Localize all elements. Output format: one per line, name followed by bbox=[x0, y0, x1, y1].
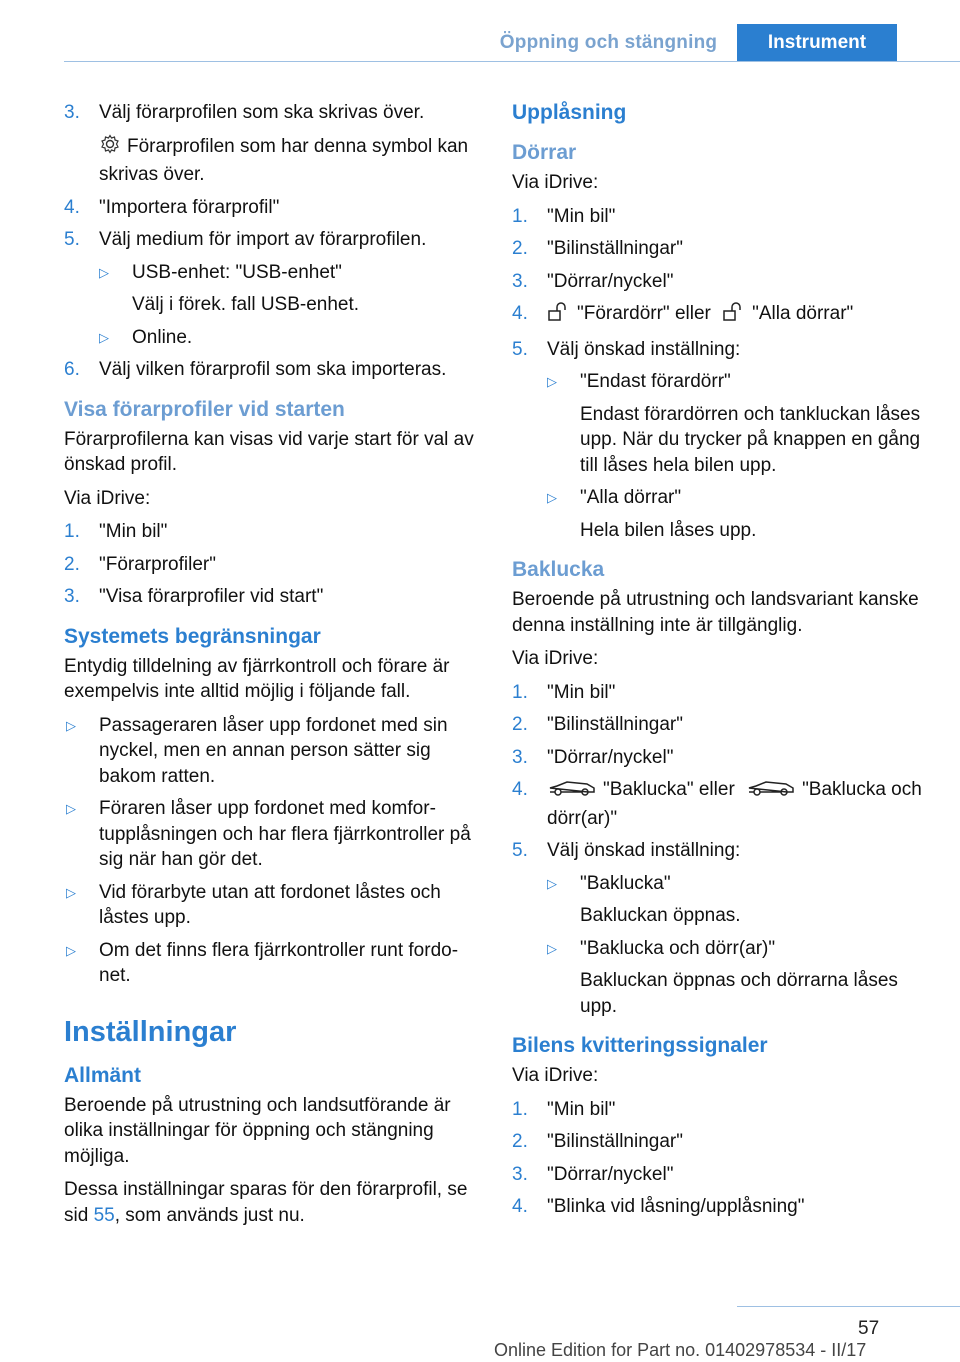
paragraph: Entydig tilldelning av fjärrkontroll och förare är exempelvis inte alltid möjlig i följande fall. bbox=[64, 655, 450, 702]
list-item bbox=[512, 838, 930, 864]
list-number: 3. bbox=[64, 102, 80, 123]
list-item bbox=[512, 269, 930, 295]
triangle-bullet-icon: ▷ bbox=[99, 264, 109, 280]
list-text: Välj förarprofilen som ska skrivas över. bbox=[99, 102, 425, 123]
list-item bbox=[64, 195, 476, 221]
list-item bbox=[64, 100, 476, 126]
list-number: 4. bbox=[64, 196, 80, 218]
bullet-item bbox=[64, 880, 476, 931]
sub-list-item bbox=[64, 260, 476, 286]
list-text: Välj önskad inställning: bbox=[547, 338, 741, 360]
list-item bbox=[512, 301, 930, 330]
list-item bbox=[512, 204, 930, 230]
bullet-text: Vid förarbyte utan att fordonet låstes och låstes upp. bbox=[99, 881, 441, 928]
sub-text: "Alla dörrar" bbox=[580, 487, 682, 508]
list-item-note bbox=[64, 133, 476, 188]
list-number: 6. bbox=[64, 359, 80, 380]
sub-note: Bakluckan öppnas och dörrarna låses upp. bbox=[580, 970, 898, 1017]
sub-note: Välj i förek. fall USB-enhet. bbox=[132, 294, 360, 315]
heading-dorrar: Dörrar bbox=[512, 141, 577, 164]
list-number: 2. bbox=[64, 553, 80, 575]
sub-list-item bbox=[64, 325, 476, 351]
list-number: 2. bbox=[512, 238, 528, 259]
list-number: 4. bbox=[512, 1196, 528, 1217]
bullet-text: Om det finns flera fjärrkontroller runt fordonet. bbox=[99, 939, 459, 986]
list-text: "Alla dörrar" bbox=[752, 303, 854, 324]
bullet-item bbox=[64, 938, 476, 989]
triangle-bullet-icon: ▷ bbox=[547, 490, 557, 505]
sub-list-item bbox=[512, 369, 930, 395]
list-item bbox=[64, 519, 476, 545]
list-text: "Baklucka och dörr(ar)" bbox=[547, 779, 922, 829]
list-number: 2. bbox=[512, 1131, 528, 1152]
via-idrive-label: Via iDrive: bbox=[512, 1065, 599, 1086]
list-text: "Baklucka" eller bbox=[603, 779, 735, 800]
list-item bbox=[512, 1097, 930, 1123]
list-item bbox=[512, 680, 930, 706]
car-tailgate-icon bbox=[547, 778, 597, 806]
list-item bbox=[512, 1129, 930, 1155]
heading-allmant: Allmänt bbox=[64, 1063, 142, 1087]
bullet-text: Passageraren låser upp fordonet med sin nyckel, men en annan person sätter sig bakom ratten. bbox=[99, 714, 448, 787]
bullet-text: Föraren låser upp fordonet med komfortupplåsningen och har flera fjärrkontroller på sig när han gör det. bbox=[99, 798, 471, 870]
list-number: 1. bbox=[512, 205, 528, 227]
list-item bbox=[64, 227, 476, 253]
sub-note: Bakluckan öppnas. bbox=[580, 905, 741, 926]
list-item bbox=[512, 337, 930, 363]
list-text: "Importera förarprofil" bbox=[99, 196, 280, 218]
sub-list-item bbox=[512, 936, 930, 962]
right-column bbox=[512, 100, 930, 1227]
bullet-item bbox=[64, 796, 476, 873]
triangle-bullet-icon: ▷ bbox=[547, 374, 557, 389]
heading-baklucka: Baklucka bbox=[512, 558, 605, 581]
list-number: 4. bbox=[512, 779, 528, 800]
triangle-bullet-icon: ▷ bbox=[547, 875, 557, 891]
triangle-bullet-icon: ▷ bbox=[66, 884, 76, 900]
header-divider bbox=[64, 61, 960, 62]
list-number: 4. bbox=[512, 303, 528, 324]
sub-text: "Endast förardörr" bbox=[580, 371, 731, 392]
list-text: "Min bil" bbox=[547, 1098, 616, 1120]
paragraph: Beroende på utrustning och landsutförande är olika inställningar för öppning och stängning möjliga. bbox=[64, 1094, 451, 1167]
sub-text: Online. bbox=[132, 326, 193, 348]
sub-text: USB-enhet: "USB-enhet" bbox=[132, 261, 342, 283]
list-item bbox=[512, 712, 930, 738]
sub-note: Endast förardörren och tankluckan låses upp. När du trycker på knappen en gång till låses hela bilen upp. bbox=[580, 403, 921, 476]
list-text: Välj vilken förarprofil som ska importeras. bbox=[99, 359, 447, 380]
page-reference-link[interactable]: 55 bbox=[93, 1204, 115, 1226]
list-item bbox=[64, 357, 476, 383]
bullet-item bbox=[64, 713, 476, 790]
page-number: 57 bbox=[858, 1318, 880, 1339]
list-text: "Min bil" bbox=[99, 521, 168, 542]
list-item bbox=[512, 777, 930, 831]
list-text: "Min bil" bbox=[547, 205, 616, 227]
paragraph bbox=[64, 1177, 476, 1228]
heading-visa-forarprofiler: Visa förarprofiler vid starten bbox=[64, 397, 345, 421]
list-item bbox=[64, 584, 476, 610]
triangle-bullet-icon: ▷ bbox=[66, 942, 76, 958]
header-section-title: Öppning och stängning bbox=[499, 32, 718, 53]
triangle-bullet-icon: ▷ bbox=[66, 717, 76, 733]
list-number: 1. bbox=[64, 521, 80, 542]
heading-installningar: Inställningar bbox=[64, 1015, 237, 1048]
paragraph: Förarprofilerna kan visas vid varje start för val av önskad profil. bbox=[64, 428, 474, 475]
list-item bbox=[512, 1162, 930, 1188]
sub-text: "Baklucka" bbox=[580, 872, 671, 894]
sub-list-item bbox=[512, 485, 930, 511]
list-number: 3. bbox=[64, 586, 80, 607]
list-text: "Bilinställningar" bbox=[547, 238, 683, 259]
gear-icon bbox=[99, 133, 121, 163]
list-item bbox=[512, 745, 930, 771]
list-text: "Dörrar/nyckel" bbox=[547, 1163, 674, 1185]
paragraph-text: , som används just nu. bbox=[114, 1204, 305, 1226]
list-number: 1. bbox=[512, 681, 528, 703]
list-number: 1. bbox=[512, 1098, 528, 1120]
footer-edition: Online Edition for Part no. 01402978534 - II/17 bbox=[494, 1340, 867, 1360]
sub-note: Hela bilen låses upp. bbox=[580, 519, 757, 541]
list-number: 5. bbox=[512, 338, 528, 360]
paragraph-text: Dessa inställningar sparas för den förarprofil, se sid bbox=[64, 1179, 468, 1226]
triangle-bullet-icon: ▷ bbox=[99, 329, 109, 345]
list-text: Välj medium för import av förarprofilen. bbox=[99, 229, 427, 250]
list-number: 3. bbox=[512, 1163, 528, 1185]
list-text: "Dörrar/nyckel" bbox=[547, 270, 674, 292]
note-text: Förarprofilen som har denna symbol kan skrivas över. bbox=[99, 135, 469, 185]
list-text: Välj önskad inställning: bbox=[547, 840, 741, 861]
paragraph: Beroende på utrustning och landsvariant kanske denna inställning inte är tillgänglig. bbox=[512, 589, 919, 636]
heading-systemets-begransningar: Systemets begränsningar bbox=[64, 624, 321, 648]
via-idrive-label: Via iDrive: bbox=[64, 487, 151, 509]
list-number: 3. bbox=[512, 270, 528, 292]
list-item bbox=[64, 552, 476, 578]
list-text: "Förarprofiler" bbox=[99, 553, 216, 575]
list-text: "Min bil" bbox=[547, 681, 616, 703]
list-text: "Förardörr" eller bbox=[577, 303, 711, 324]
list-item bbox=[512, 1194, 930, 1220]
list-number: 2. bbox=[512, 714, 528, 735]
sub-list-item bbox=[512, 871, 930, 897]
heading-kvitteringssignaler: Bilens kvitteringssignaler bbox=[512, 1034, 768, 1057]
sub-text: "Baklucka och dörr(ar)" bbox=[580, 937, 776, 959]
left-column bbox=[64, 100, 476, 1236]
list-item bbox=[512, 236, 930, 262]
via-idrive-label: Via iDrive: bbox=[512, 648, 599, 669]
list-number: 5. bbox=[64, 229, 80, 250]
triangle-bullet-icon: ▷ bbox=[547, 940, 557, 956]
heading-upplasning: Upplåsning bbox=[512, 101, 627, 124]
unlocked-padlock-icon bbox=[722, 302, 746, 330]
triangle-bullet-icon: ▷ bbox=[66, 801, 76, 816]
via-idrive-label: Via iDrive: bbox=[512, 172, 599, 193]
list-text: "Bilinställningar" bbox=[547, 1131, 683, 1152]
list-text: "Dörrar/nyckel" bbox=[547, 746, 674, 768]
list-text: "Visa förarprofiler vid start" bbox=[99, 586, 324, 607]
list-number: 5. bbox=[512, 840, 528, 861]
unlocked-padlock-icon bbox=[547, 302, 571, 330]
car-tailgate-icon bbox=[746, 778, 796, 806]
header-chapter-tab[interactable]: Instrument bbox=[737, 24, 897, 62]
list-text: "Bilinställningar" bbox=[547, 714, 683, 735]
footer-divider bbox=[737, 1306, 960, 1307]
list-text: "Blinka vid låsning/upplåsning" bbox=[547, 1196, 805, 1217]
list-number: 3. bbox=[512, 746, 528, 768]
